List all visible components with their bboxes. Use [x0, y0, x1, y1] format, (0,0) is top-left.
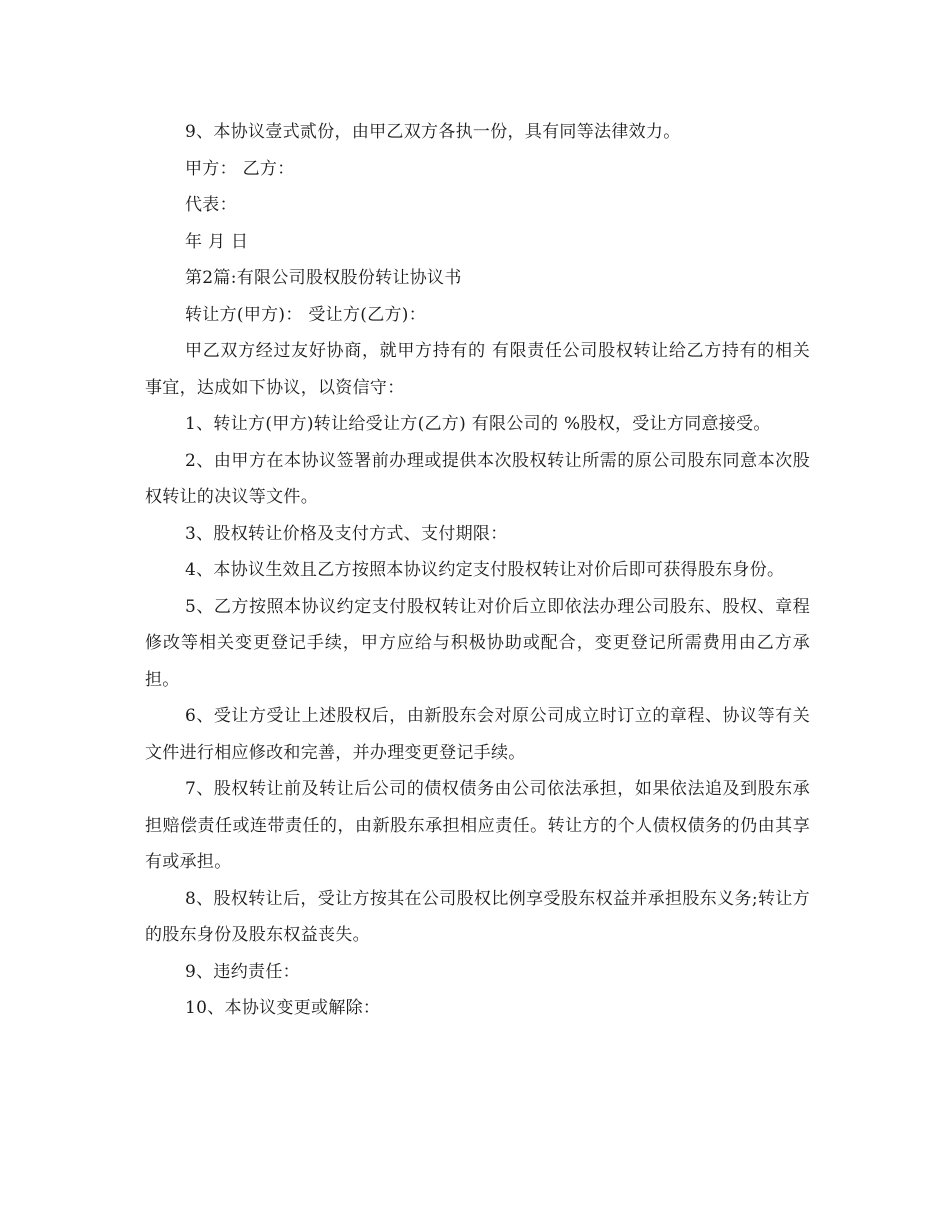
clause-1: 1、转让方(甲方)转让给受让方(乙方) 有限公司的 %股权，受让方同意接受。: [185, 414, 771, 434]
parties-line: 转让方(甲方)： 受让方(乙方)：: [185, 304, 427, 325]
section-title: 第2篇:有限公司股权股份转让协议书: [185, 268, 462, 288]
clause-3: 3、股权转让价格及支付方式、支付期限：: [185, 523, 508, 544]
clause-6: 6、受让方受让上述股权后，由新股东会对原公司成立时订立的章程、协议等有关文件进行相应修改和完善，并办理变更登记手续。: [145, 706, 810, 763]
clause-7: 7、股权转让前及转让后公司的债权债务由公司依法承担，如果依法追及到股东承担赔偿责任或连带责任的，由新股东承担相应责任。转让方的个人债权债务的仍由其享有或承担。: [145, 779, 810, 872]
clause-8: 8、股权转让后，受让方按其在公司股权比例享受股东权益并承担股东义务;转让方的股东身份及股东权益丧失。: [145, 888, 810, 945]
clause-10: 10、本协议变更或解除：: [185, 998, 381, 1018]
clause-5: 5、乙方按照本协议约定支付股权转让对价后立即依法办理公司股东、股权、章程修改等相关变更登记手续，甲方应给与积极协助或配合，变更登记所需费用由乙方承担。: [145, 596, 810, 690]
intro-paragraph: 甲乙双方经过友好协商，就甲方持有的 有限责任公司股权转让给乙方持有的相关事宜，达成如下协议，以资信守：: [145, 341, 810, 398]
date-placeholder: 年 月 日: [185, 231, 249, 252]
representative-label: 代表：: [185, 195, 237, 215]
party-signature-labels: 甲方： 乙方：: [185, 158, 295, 179]
document-body: [145, 114, 810, 1027]
clause-4: 4、本协议生效且乙方按照本协议约定支付股权转让对价后即可获得股东身份。: [185, 560, 785, 580]
clause-2: 2、由甲方在本协议签署前办理或提供本次股权转让所需的原公司股东同意本次股权转让的决议等文件。: [145, 450, 810, 507]
clause-copies: 9、本协议壹式贰份，由甲乙双方各执一份，具有同等法律效力。: [185, 122, 681, 142]
clause-9: 9、违约责任：: [185, 961, 300, 982]
